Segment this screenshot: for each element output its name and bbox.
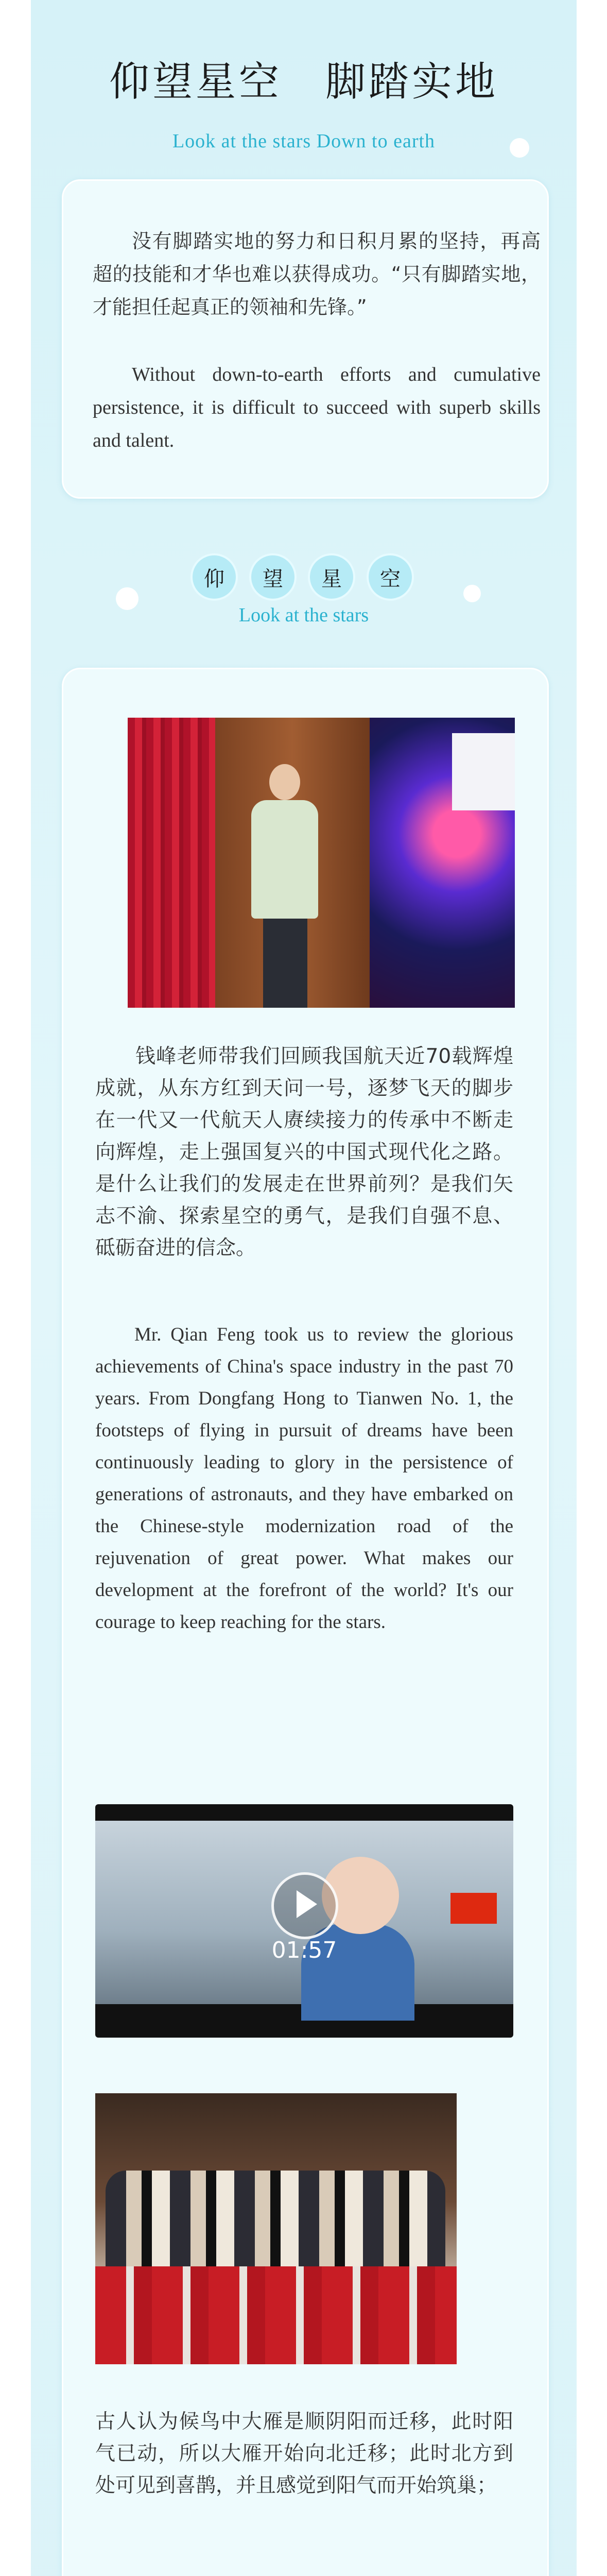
badge-char: 望 xyxy=(249,553,297,601)
speaker-jacket xyxy=(251,800,318,919)
flag-icon xyxy=(450,1893,497,1924)
badge-char: 仰 xyxy=(190,553,238,601)
screen-sign xyxy=(452,733,515,810)
article-page xyxy=(31,0,577,2576)
play-icon[interactable] xyxy=(271,1872,338,1939)
section-badges xyxy=(190,553,414,601)
intro-text-zh: 没有脚踏实地的努力和日积月累的坚持，再高超的技能和才华也难以获得成功。“只有脚踏实地，才能担任起真正的领袖和先锋。” xyxy=(93,230,541,318)
speaker-legs xyxy=(263,919,307,1008)
section-subtitle: Look at the stars xyxy=(238,604,369,626)
speaker-head xyxy=(269,764,300,800)
decor-dot xyxy=(510,138,529,158)
auditorium-photo xyxy=(95,2093,457,2364)
video-duration: 01:57 xyxy=(271,1937,337,1963)
paragraph-zh-1: 钱峰老师带我们回顾我国航天近70载辉煌成就，从东方红到天问一号，逐梦飞天的脚步在一代又一代航天人赓续接力的传承中不断走向辉煌，走上强国复兴的中国式现代化之路。是什么让我们的发展走在世界前列？是我们矢志不渝、探索星空的勇气，是我们自强不息、砥砺奋进的信念。 xyxy=(95,1045,513,1260)
page-subtitle: Look at the stars Down to earth xyxy=(172,130,436,152)
video-player[interactable] xyxy=(95,1804,513,2038)
badge-char: 空 xyxy=(367,553,414,601)
lecture-photo xyxy=(128,718,515,1008)
audience-crowd xyxy=(106,2171,445,2274)
decor-dot xyxy=(463,585,481,602)
projector-screen xyxy=(370,718,515,1008)
page-title: 仰望星空 脚踏实地 xyxy=(109,59,498,105)
red-curtain xyxy=(128,718,215,1008)
red-seats xyxy=(95,2266,457,2364)
paragraph-zh-2: 古人认为候鸟中大雁是顺阴阳而迁移，此时阳气已动，所以大雁开始向北迁移；此时北方到处可见到喜鹊，并且感觉到阳气而开始筑巢； xyxy=(95,2410,513,2497)
badge-char: 星 xyxy=(308,553,355,601)
intro-text-en: Without down-to-earth efforts and cumulative persistence, it is difficult to succeed with superb skills and talent. xyxy=(93,364,541,451)
speaker-figure xyxy=(249,764,321,1008)
paragraph-en-1: Mr. Qian Feng took us to review the glorious achievements of China's space industry in the past 70 years. From Dongfang Hong to Tianwen No. 1, the footsteps of flying in pursuit of dreams have been continuously leading to glory in the persistence of generations of astronauts, and they have embarked on the Chinese-style modernization road of the rejuvenation of great power. What makes our development at the forefront of the world? It's our courage to keep reaching for the stars. xyxy=(95,1324,513,1633)
